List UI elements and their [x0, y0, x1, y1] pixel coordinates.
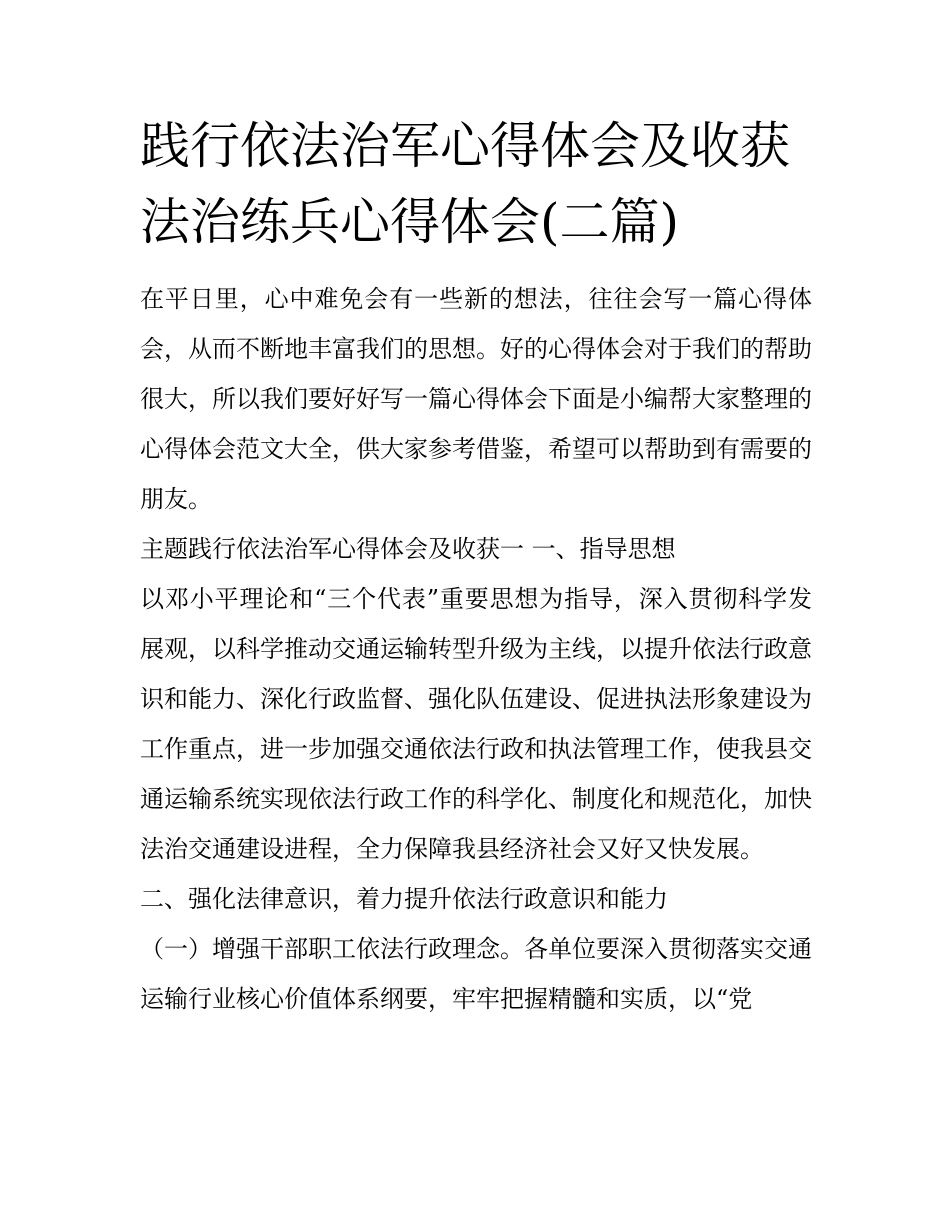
- document-body: [140, 274, 812, 1024]
- intro-paragraph: 在平日里，心中难免会有一些新的想法，往往会写一篇心得体会，从而不断地丰富我们的思想。好的心得体会对于我们的帮助很大，所以我们要好好写一篇心得体会下面是小编帮大家整理的心得体会范文大全，供大家参考借鉴，希望可以帮助到有需要的朋友。: [140, 285, 812, 513]
- title-line-1: 践行依法治军心得体会及收获: [140, 117, 790, 175]
- section2-heading: 二、强化法律意识，着力提升依法行政意识和能力: [140, 885, 668, 913]
- section1-paragraph: 以邓小平理论和“三个代表”重要思想为指导，深入贯彻科学发展观，以科学推动交通运输转型升级为主线，以提升依法行政意识和能力、深化行政监督、强化队伍建设、促进执法形象建设为工作重点，进一步加强交通依法行政和执法管理工作，使我县交通运输系统实现依法行政工作的科学化、制度化和规范化，加快法治交通建设进程，全力保障我县经济社会又好又快发展。: [140, 585, 812, 863]
- section2-paragraph: （一）增强干部职工依法行政理念。各单位要深入贯彻落实交通运输行业核心价值体系纲要，牢牢把握精髓和实质，以“党: [140, 935, 812, 1013]
- document-page: [140, 108, 812, 1024]
- section1-heading: 主题践行依法治军心得体会及收获一 一、指导思想: [140, 535, 676, 563]
- document-title: [140, 108, 812, 260]
- title-line-2: 法治练兵心得体会(二篇): [140, 193, 680, 251]
